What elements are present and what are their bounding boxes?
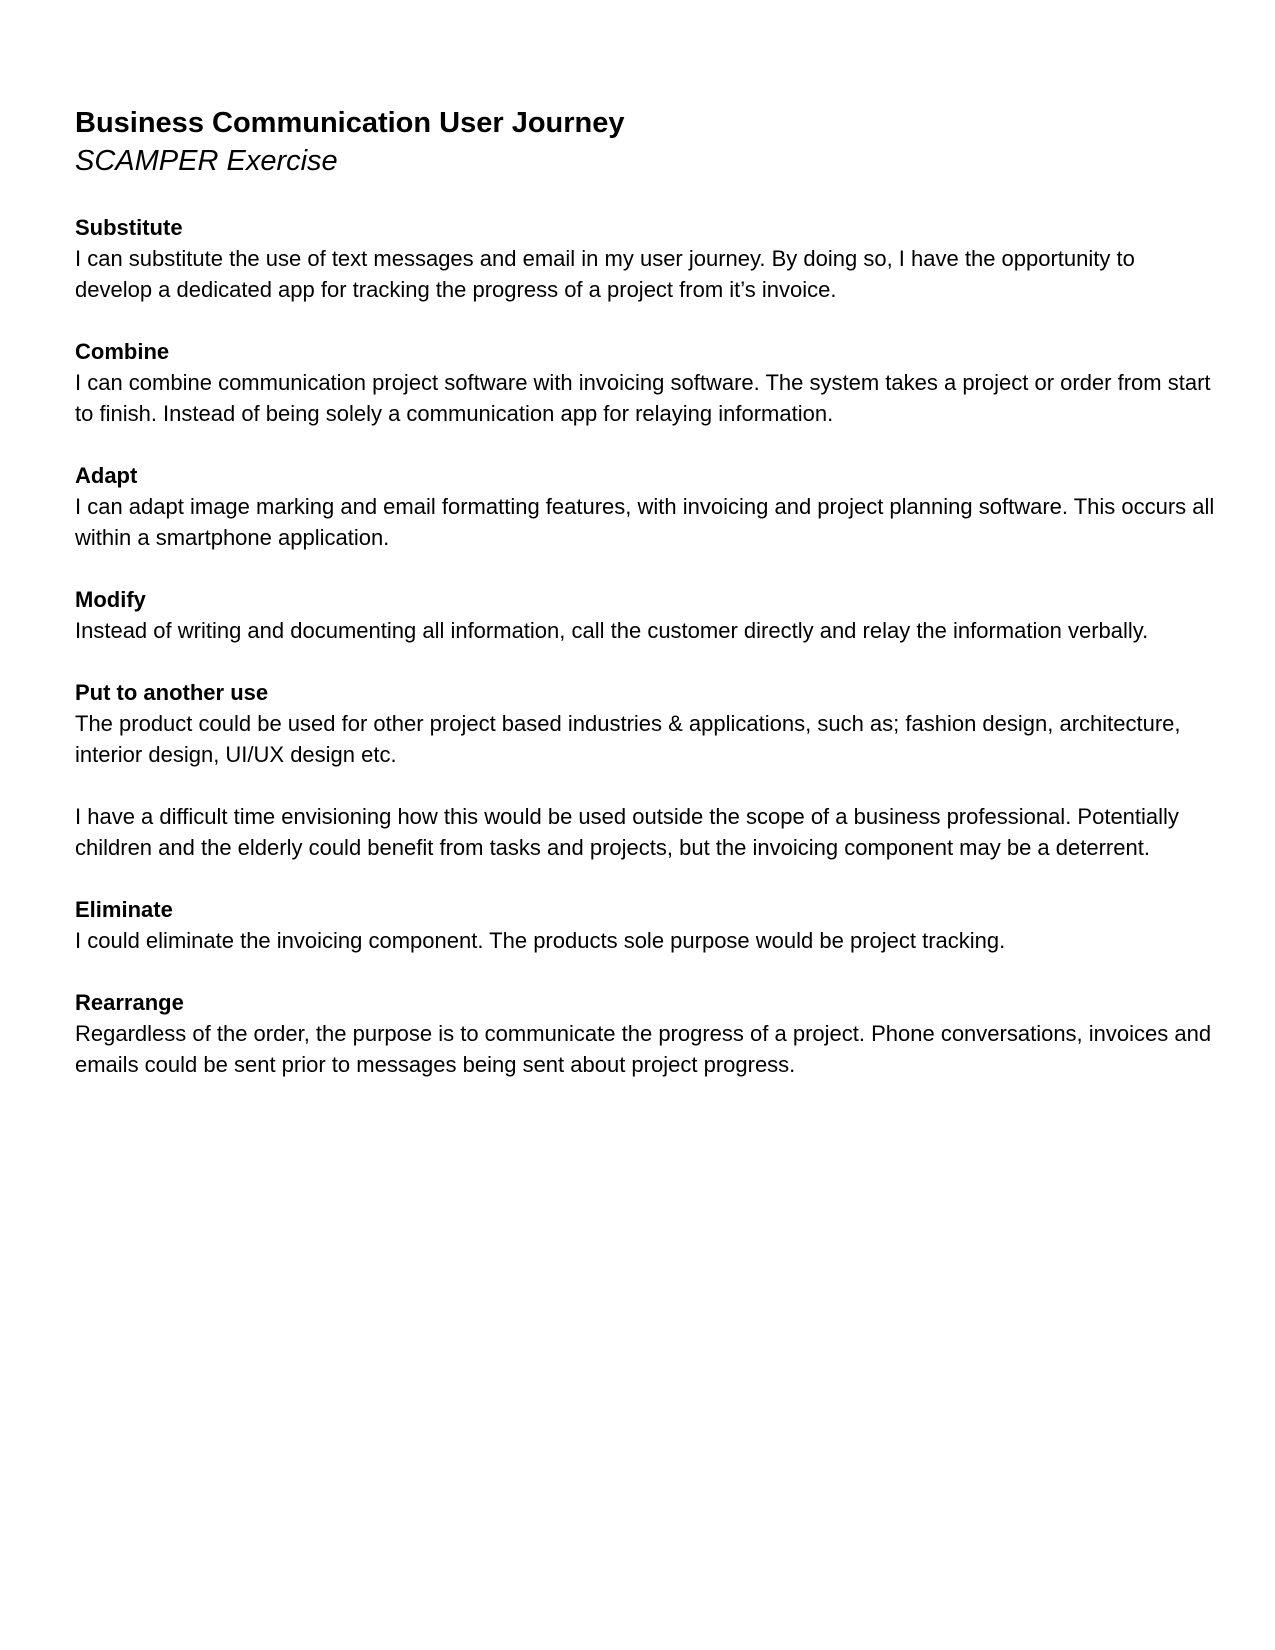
section-heading: Rearrange — [75, 990, 184, 1015]
section-rearrange — [75, 987, 1215, 1080]
section-paragraph: I can substitute the use of text messages and email in my user journey. By doing so, I have the opportunity to develop a dedicated app for tracking the progress of a project from it’s invoice. — [75, 246, 1135, 302]
document-subtitle: SCAMPER Exercise — [75, 145, 338, 177]
section-substitute — [75, 212, 1215, 305]
document-title: Business Communication User Journey — [75, 107, 625, 139]
section-heading: Modify — [75, 587, 146, 612]
section-heading: Adapt — [75, 463, 138, 488]
section-paragraph: I could eliminate the invoicing component. The products sole purpose would be project tracking. — [75, 928, 1006, 953]
section-paragraph: I can combine communication project software with invoicing software. The system takes a project or order from start to finish. Instead of being solely a communication app for relaying information. — [75, 370, 1211, 426]
section-paragraph: I can adapt image marking and email formatting features, with invoicing and project planning software. This occurs all within a smartphone application. — [75, 494, 1215, 550]
document-page — [75, 104, 1215, 1111]
section-eliminate — [75, 894, 1215, 956]
section-put-to-another-use — [75, 677, 1215, 863]
section-heading: Combine — [75, 339, 170, 364]
section-paragraph: Regardless of the order, the purpose is to communicate the progress of a project. Phone conversations, invoices and emails could be sent prior to messages being sent about project progress. — [75, 1021, 1212, 1077]
section-heading: Substitute — [75, 215, 183, 240]
section-heading: Put to another use — [75, 680, 269, 705]
section-paragraph: Instead of writing and documenting all information, call the customer directly and relay the information verbally. — [75, 618, 1149, 643]
section-combine — [75, 336, 1215, 429]
section-heading: Eliminate — [75, 897, 173, 922]
section-adapt — [75, 460, 1215, 553]
section-paragraph: The product could be used for other project based industries & applications, such as; fashion design, architecture, interior design, UI/UX design etc. — [75, 711, 1181, 767]
section-paragraph: I have a difficult time envisioning how this would be used outside the scope of a business professional. Potentially children and the elderly could benefit from tasks and projects, but the invoicing component may be a deterrent. — [75, 804, 1179, 860]
section-modify — [75, 584, 1215, 646]
